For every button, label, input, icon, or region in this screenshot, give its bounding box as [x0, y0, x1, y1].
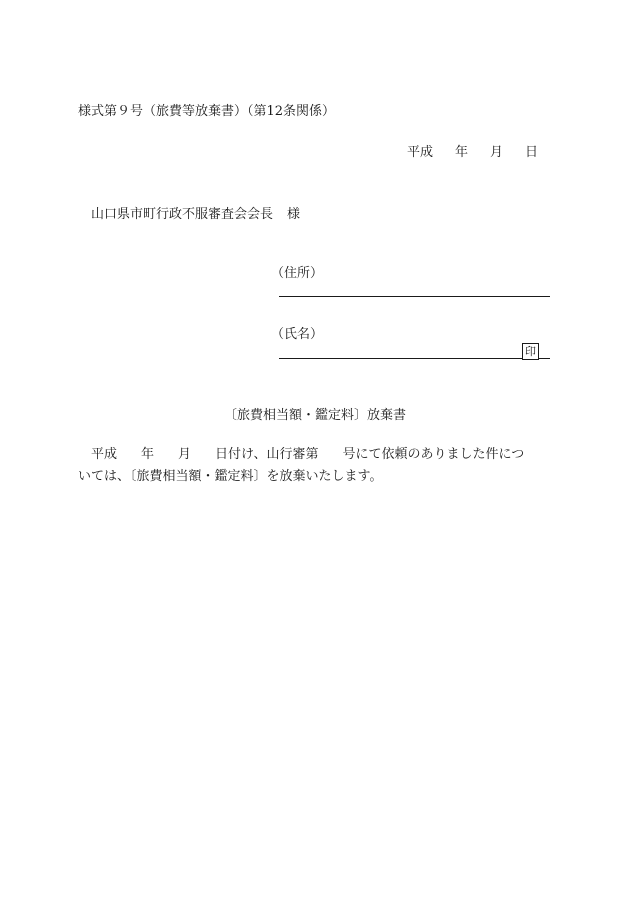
address-field-line [279, 296, 550, 297]
addressee [91, 203, 300, 222]
name-label: （氏名） [271, 327, 324, 342]
body-day-phrase: 日付け、山行審第 [215, 447, 319, 462]
addressee-name: 山口県市町行政不服審査会会長 [91, 207, 274, 222]
addressee-honorific: 様 [287, 207, 301, 222]
seal-mark: 印 [522, 343, 539, 360]
date-era: 平成 [407, 145, 434, 160]
body-month-unit: 月 [178, 447, 192, 462]
date-month-unit: 月 [490, 145, 504, 160]
date-day-unit: 日 [525, 145, 539, 160]
date-year-unit: 年 [455, 145, 469, 160]
address-label: （住所） [271, 266, 324, 281]
body-text [78, 444, 550, 488]
body-year-unit: 年 [141, 447, 155, 462]
form-number: 様式第９号（旅費等放棄書）（第12条関係） [78, 104, 336, 119]
date-line [407, 141, 538, 160]
body-line-2: いては、〔旅費相当額・鑑定料〕を放棄いたします。 [78, 469, 383, 484]
body-line-1 [78, 444, 550, 466]
name-field-line [279, 358, 550, 359]
document-title: 〔旅費相当額・鑑定料〕放棄書 [224, 408, 407, 423]
body-era: 平成 [91, 447, 118, 462]
body-number-phrase: 号にて依頼のありました件につ [342, 447, 525, 462]
